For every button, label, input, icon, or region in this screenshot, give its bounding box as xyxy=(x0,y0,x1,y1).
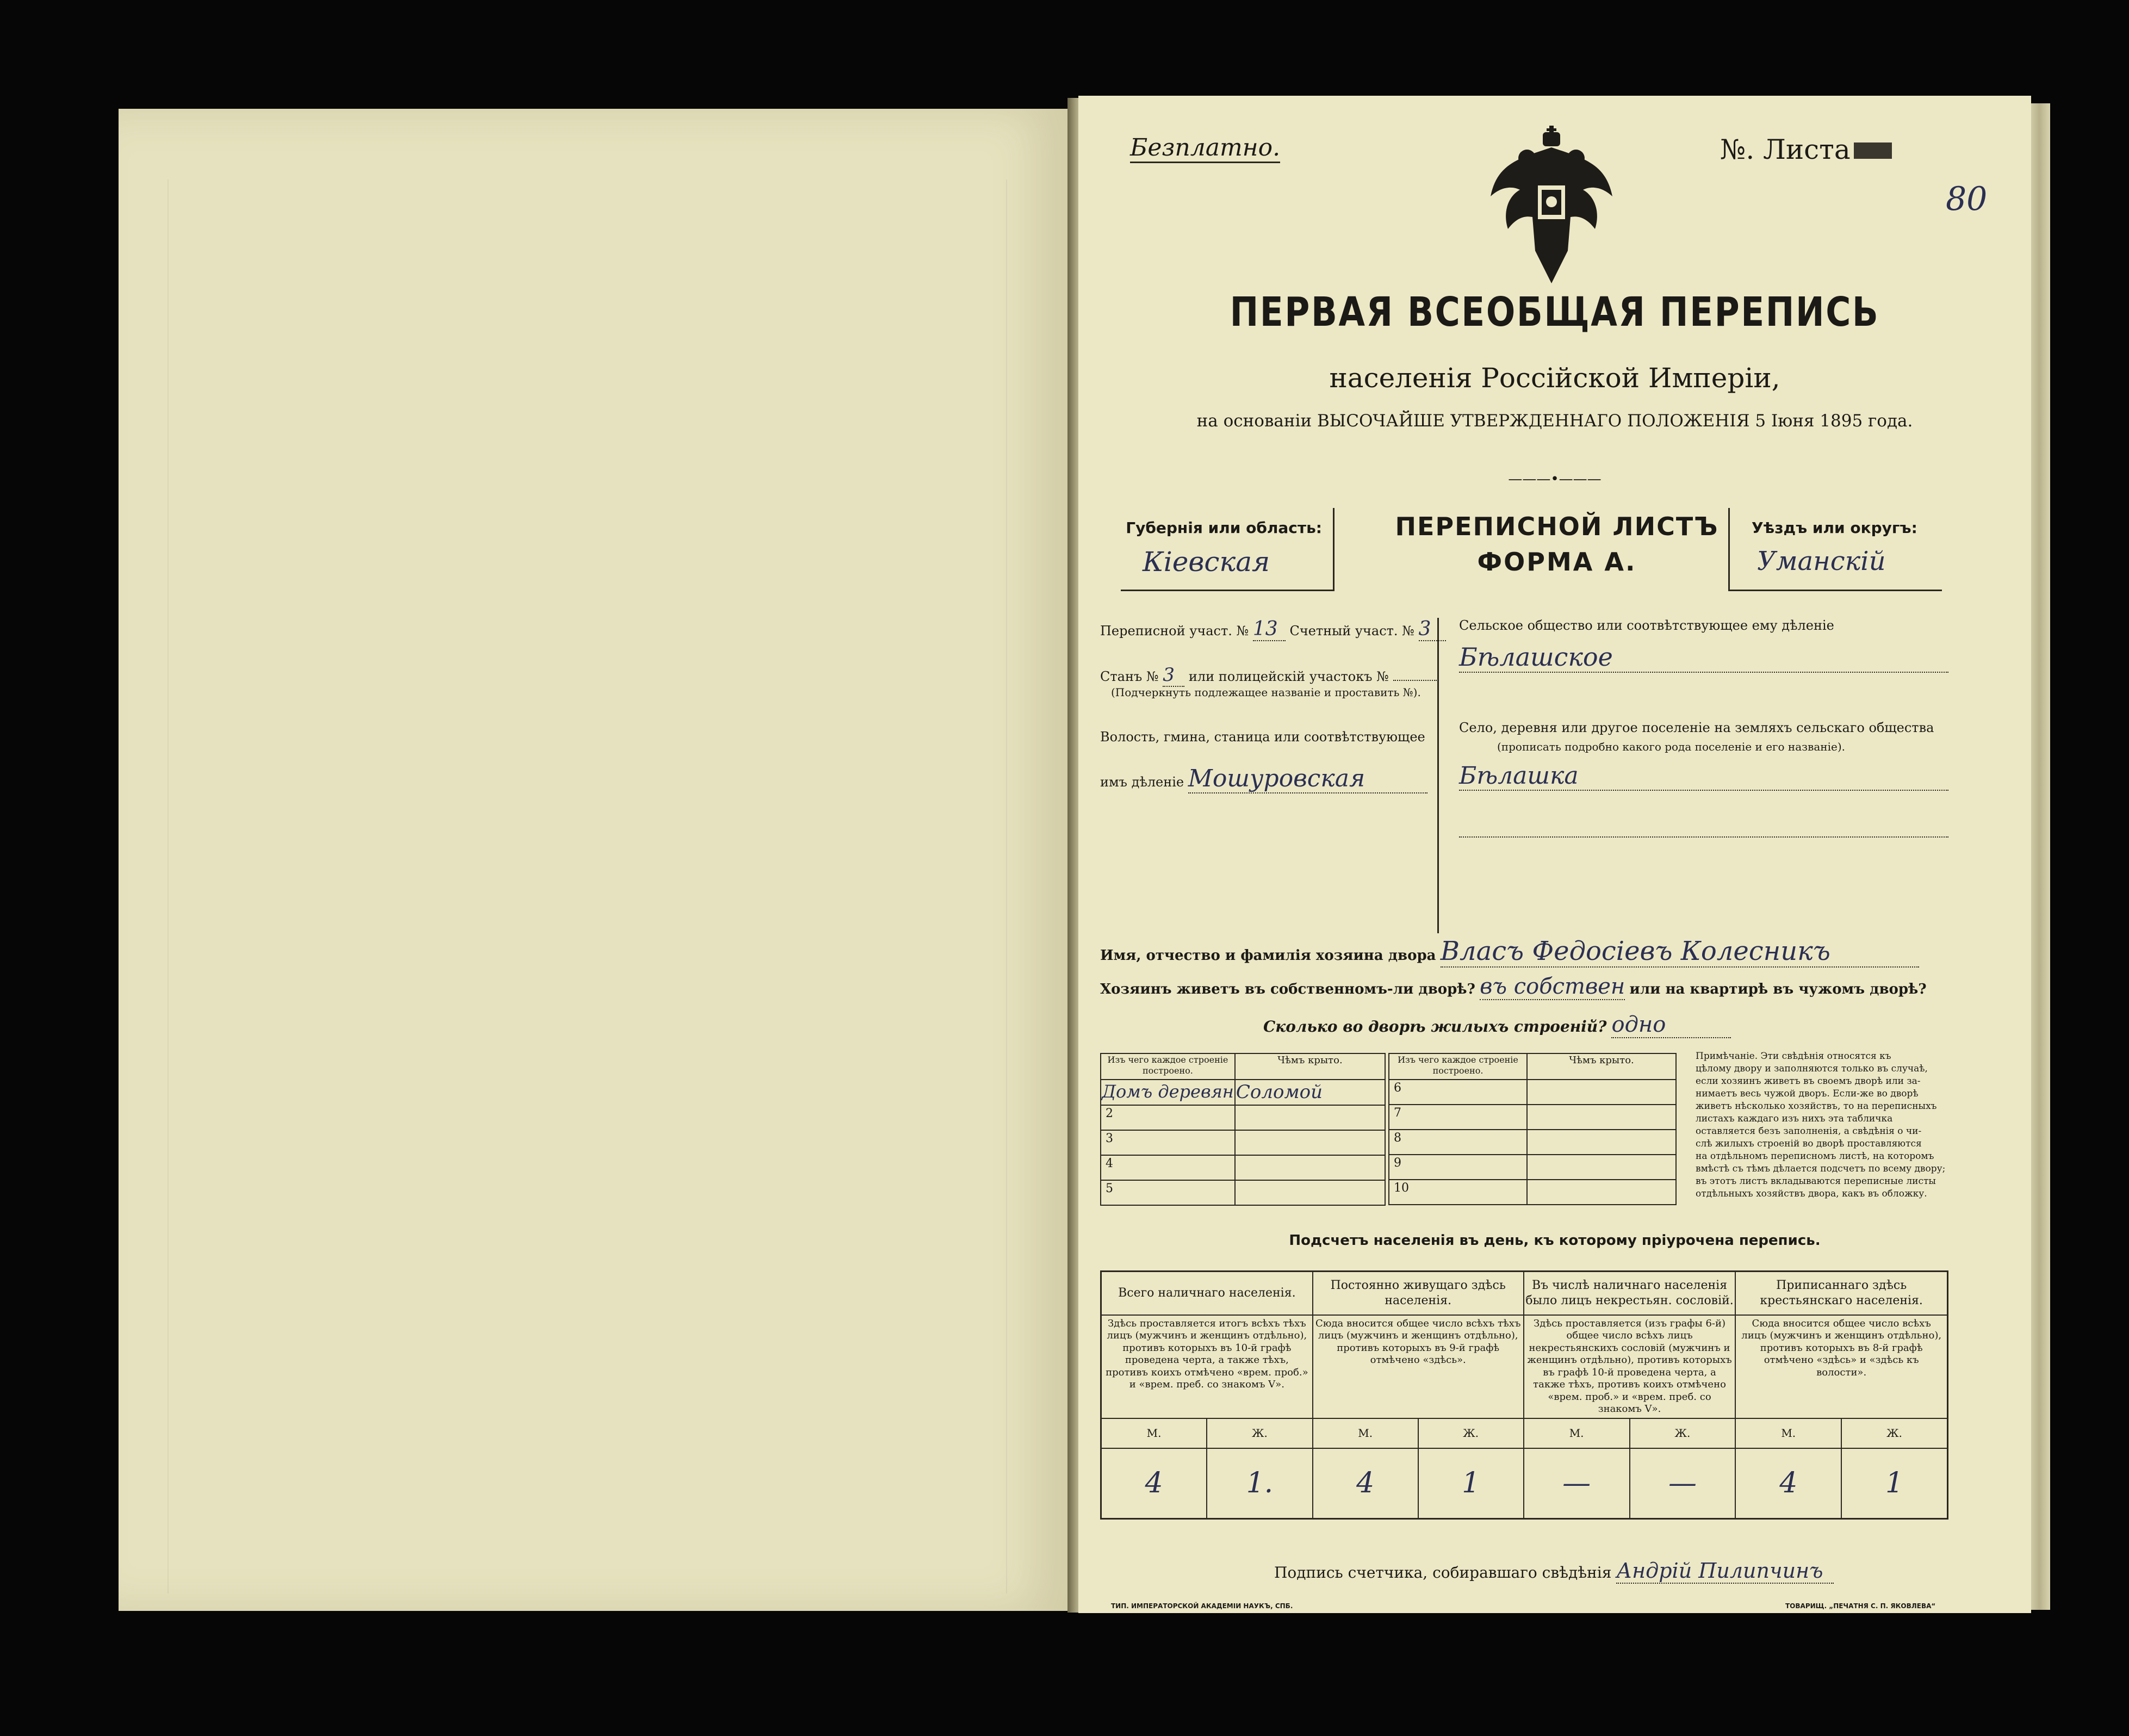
population-count-table xyxy=(1100,1270,1948,1520)
bleed-through xyxy=(167,179,1007,1594)
signature-row: Подпись счетчика, собиравшаго свѣдѣнія Андрій Пилипчинъ xyxy=(1274,1559,1834,1584)
f-header: Ж. xyxy=(1418,1418,1524,1448)
gubernia-label: Губернія или область: xyxy=(1126,519,1322,537)
buildings-table-left xyxy=(1100,1053,1386,1206)
count-nonpeasant-m: — xyxy=(1524,1448,1630,1519)
obshchestvo-value: Бѣлашское xyxy=(1459,642,1948,673)
col-roof-header: Чѣмъ крыто. xyxy=(1235,1053,1385,1080)
table-row: Домъ деревян Соломой xyxy=(1101,1080,1385,1105)
owner-lives-row: Хозяинъ живетъ въ собственномъ-ли дворѣ? въ собствен или на квартирѣ въ чужомъ дворѣ? xyxy=(1100,974,1927,999)
printer-left: ТИП. ИМПЕРАТОРСКОЙ АКАДЕМІИ НАУКЪ, СПБ. xyxy=(1111,1602,1293,1610)
table-row: 6 xyxy=(1389,1080,1676,1105)
m-header: М. xyxy=(1101,1418,1207,1448)
sheet-number-label: №. Листа xyxy=(1720,134,1892,165)
col-material-header-2: Изъ чего каждое строеніе построено. xyxy=(1389,1053,1527,1080)
count-total-m: 4 xyxy=(1101,1448,1207,1519)
location-fields-right xyxy=(1459,618,2008,922)
census-subtitle: населенія Россійской Имперіи, xyxy=(1329,362,1780,394)
selo-label: Село, деревня или другое поселеніе на земляхъ сельскаго общества xyxy=(1459,720,1934,735)
col-material-header: Изъ чего каждое строеніе построено. xyxy=(1101,1053,1235,1080)
f-header: Ж. xyxy=(1207,1418,1313,1448)
count-col-desc-1: Здѣсь проставляется итогъ всѣхъ тѣхъ лицъ (мужчинъ и женщинъ отдѣльно), противъ которыхъ въ 10-й графѣ проведена черта, а также тѣхъ, противъ коихъ отмѣчено «врем. проб.» и «врем. преб. со знакомъ V». xyxy=(1101,1315,1313,1418)
table-row: 4 xyxy=(1101,1155,1385,1180)
owner-name-row: Имя, отчество и фамилія хозяина двора Власъ Федосіевъ Колесникъ xyxy=(1100,936,1919,968)
free-label: Безплатно. xyxy=(1130,134,1280,163)
volost-row: имъ дѣленіе Мошуровская xyxy=(1100,765,1427,793)
count-resident-f: 1 xyxy=(1418,1448,1524,1519)
stan-row: Станъ № 3 или полицейскій участокъ № xyxy=(1100,664,1437,687)
extra-dotted-line xyxy=(1459,835,1948,838)
m-header: М. xyxy=(1735,1418,1841,1448)
buildings-count-row: Сколько во дворѣ жилыхъ строеній? одно xyxy=(1263,1012,1731,1038)
count-col-desc-2: Сюда вносится общее число всѣхъ тѣхъ лицъ (мужчинъ и женщинъ отдѣльно), противъ которыхъ въ 9-й графѣ отмѣчено «здѣсь». xyxy=(1313,1315,1524,1418)
census-title: ПЕРВАЯ ВСЕОБЩАЯ ПЕРЕПИСЬ xyxy=(1230,289,1880,336)
count-col-title-3: Въ числѣ наличнаго населенія было лицъ некрестьян. сословій. xyxy=(1524,1272,1736,1315)
count-total-f: 1. xyxy=(1207,1448,1313,1519)
page-edges xyxy=(2028,103,2050,1610)
count-col-desc-3: Здѣсь проставляется (изъ графы 6-й) общее число всѣхъ лицъ некрестьянскихъ сословій (мужчинъ и женщинъ отдѣльно), противъ которыхъ въ графѣ 10-й проведена черта, а также тѣхъ, противъ коихъ отмѣчено «врем. проб.» и «врем. преб. со знакомъ V». xyxy=(1524,1315,1736,1418)
selo-value: Бѣлашка xyxy=(1459,762,1948,791)
form-title: ФОРМА А. xyxy=(1477,547,1637,576)
count-resident-m: 4 xyxy=(1313,1448,1418,1519)
count-nonpeasant-f: — xyxy=(1630,1448,1736,1519)
count-col-title-1: Всего наличнаго населенія. xyxy=(1101,1272,1313,1315)
census-form-page xyxy=(1078,96,2031,1613)
count-heading: Подсчетъ населенія въ день, къ которому пріурочена перепись. xyxy=(1289,1232,1821,1249)
uezd-value: Уманскій xyxy=(1757,546,1886,576)
count-col-title-4: Приписаннаго здѣсь крестьянскаго населенія. xyxy=(1735,1272,1947,1315)
uezd-box xyxy=(1728,508,1942,591)
col-roof-header-2: Чѣмъ крыто. xyxy=(1527,1053,1676,1080)
sheet-title: ПЕРЕПИСНОЙ ЛИСТЪ xyxy=(1395,512,1719,541)
table-row: 8 xyxy=(1389,1130,1676,1155)
book-spine xyxy=(1067,98,1078,1613)
gubernia-box xyxy=(1121,508,1334,591)
count-col-desc-4: Сюда вносится общее число всѣхъ лицъ (мужчинъ и женщинъ отдѣльно), противъ которыхъ въ 8-й графѣ отмѣчено «здѣсь» и «здѣсь къ волости». xyxy=(1735,1315,1947,1418)
buildings-table-right xyxy=(1388,1053,1677,1205)
m-header: М. xyxy=(1524,1418,1630,1448)
printer-right: ТОВАРИЩ. „ПЕЧАТНЯ С. П. ЯКОВЛЕВА“ xyxy=(1785,1602,1936,1610)
sheet-number-handwritten: 80 xyxy=(1946,180,1988,218)
table-row: 5 xyxy=(1101,1180,1385,1205)
f-header: Ж. xyxy=(1630,1418,1736,1448)
location-fields-left xyxy=(1100,618,1439,933)
table-row: 2 xyxy=(1101,1105,1385,1130)
selo-note: (прописать подробно какого рода поселеніе и его названіе). xyxy=(1497,740,1845,753)
uchastok-row: Переписной участ. № 13 Счетный участ. № 3 xyxy=(1100,618,1446,641)
table-row: 3 xyxy=(1101,1130,1385,1155)
count-peasant-m: 4 xyxy=(1735,1448,1841,1519)
uezd-label: Уѣздъ или округъ: xyxy=(1752,519,1917,537)
divider: ———•——— xyxy=(1508,471,1602,487)
note-block: Примѣчаніе. Эти свѣдѣнія относятся къ цѣлому двору и заполняются только въ случаѣ, если хозяинъ живетъ въ своемъ дворѣ или за- нимаетъ весь чужой дворъ. Если-же во дворѣ живетъ нѣсколько хозяйствъ, то на переписныхъ листахъ каждаго изъ нихъ эта табличка оставляется безъ заполненія, а свѣдѣнія о чи- слѣ жилыхъ строеній во дворѣ проставляются на отдѣльномъ переписномъ листѣ, на которомъ вмѣстѣ съ тѣмъ дѣлается подсчетъ по всему двору; въ этотъ листъ вкладываются переписные листы отдѣльныхъ хозяйствъ двора, какъ въ обложку. xyxy=(1696,1051,1946,1199)
f-header: Ж. xyxy=(1841,1418,1947,1448)
table-row: 10 xyxy=(1389,1180,1676,1205)
m-header: М. xyxy=(1313,1418,1418,1448)
count-peasant-f: 1 xyxy=(1841,1448,1947,1519)
left-blank-page xyxy=(119,109,1067,1611)
census-basis: на основаніи ВЫСОЧАЙШЕ УТВЕРЖДЕННАГО ПОЛОЖЕНІЯ 5 Іюня 1895 года. xyxy=(1196,411,1913,431)
table-row: 9 xyxy=(1389,1155,1676,1180)
volost-label: Волость, гмина, станица или соотвѣтствующее xyxy=(1100,729,1425,745)
imperial-eagle-emblem xyxy=(1486,126,1617,289)
gubernia-value: Кіевская xyxy=(1143,546,1270,578)
table-row: 7 xyxy=(1389,1105,1676,1130)
obshchestvo-label: Сельское общество или соотвѣтствующее ему дѣленіе xyxy=(1459,618,1834,633)
count-col-title-2: Постоянно живущаго здѣсь населенія. xyxy=(1313,1272,1524,1315)
stan-note: (Подчеркнуть подлежащее названіе и проставить №). xyxy=(1111,686,1421,699)
